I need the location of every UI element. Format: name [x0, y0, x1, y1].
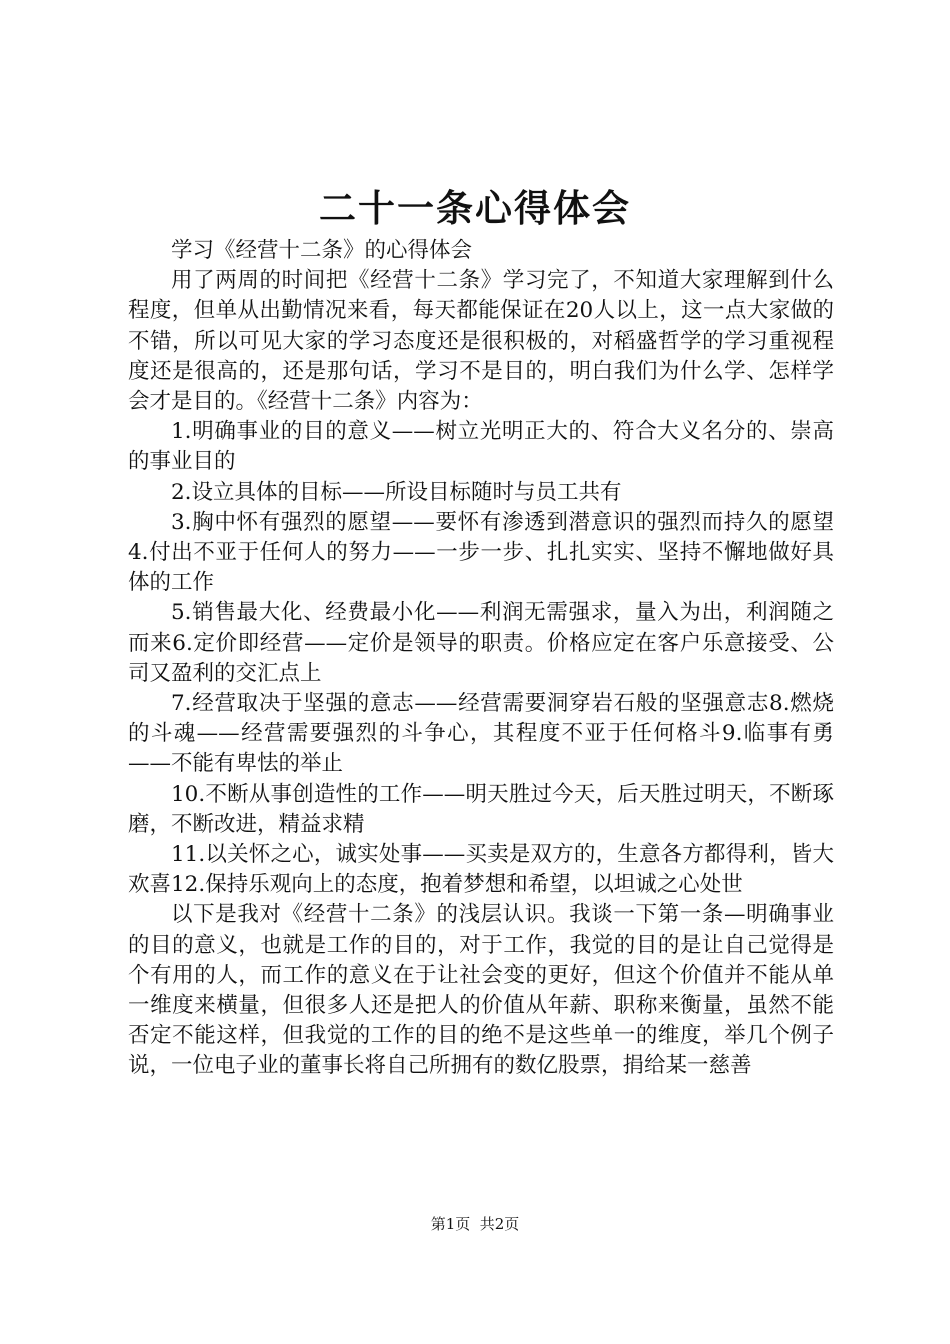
- list-item: 5.销售最大化、经费最小化——利润无需强求，量入为出，利润随之而来6.定价即经营——定价是领导的职责。价格应定在客户乐意接受、公司又盈利的交汇点上: [128, 600, 834, 686]
- document-title: 二十一条心得体会: [319, 186, 631, 230]
- list-item: 1.明确事业的目的意义——树立光明正大的、符合大义名分的、崇高的事业目的: [128, 419, 834, 475]
- list-item: 7.经营取决于坚强的意志——经营需要洞穿岩石般的坚强意志8.燃烧的斗魂——经营需要强烈的斗争心，其程度不亚于任何格斗9.临事有勇——不能有卑怯的举止: [128, 691, 834, 777]
- paragraph: 以下是我对《经营十二条》的浅层认识。我谈一下第一条—明确事业的目的意义，也就是工作的目的，对于工作，我觉的目的是让自己觉得是个有用的人，而工作的意义在于让社会变的更好，但这个价值并不能从单一维度来横量，但很多人还是把人的价值从年薪、职称来衡量，虽然不能否定不能这样，但我觉的工作的目的绝不是这些单一的维度，举几个例子说，一位电子业的董事长将自己所拥有的数亿股票，捐给某一慈善: [128, 902, 834, 1079]
- page-footer: [0, 1213, 950, 1235]
- list-item: 10.不断从事创造性的工作——明天胜过今天，后天胜过明天，不断琢磨，不断改进，精益求精: [128, 781, 834, 837]
- list-item: 3.胸中怀有强烈的愿望——要怀有渗透到潜意识的强烈而持久的愿望4.付出不亚于任何人的努力——一步一步、扎扎实实、坚持不懈地做好具体的工作: [128, 509, 834, 596]
- list-item: 11.以关怀之心，诚实处事——买卖是双方的，生意各方都得利，皆大欢喜12.保持乐观向上的态度，抱着梦想和希望，以坦诚之心处世: [128, 842, 834, 898]
- document-body: [128, 236, 834, 1082]
- page-number: 第1页 共2页: [430, 1215, 520, 1233]
- paragraph: 用了两周的时间把《经营十二条》学习完了，不知道大家理解到什么程度，但单从出勤情况来看，每天都能保证在20人以上，这一点大家做的不错，所以可见大家的学习态度还是很积极的，对稻盛哲学的学习重视程度还是很高的，还是那句话，学习不是目的，明白我们为什么学、怎样学会才是目的。《经营十二条》内容为：: [128, 268, 834, 415]
- list-item: 2.设立具体的目标——所设目标随时与员工共有: [171, 479, 622, 505]
- paragraph: 学习《经营十二条》的心得体会: [171, 238, 473, 263]
